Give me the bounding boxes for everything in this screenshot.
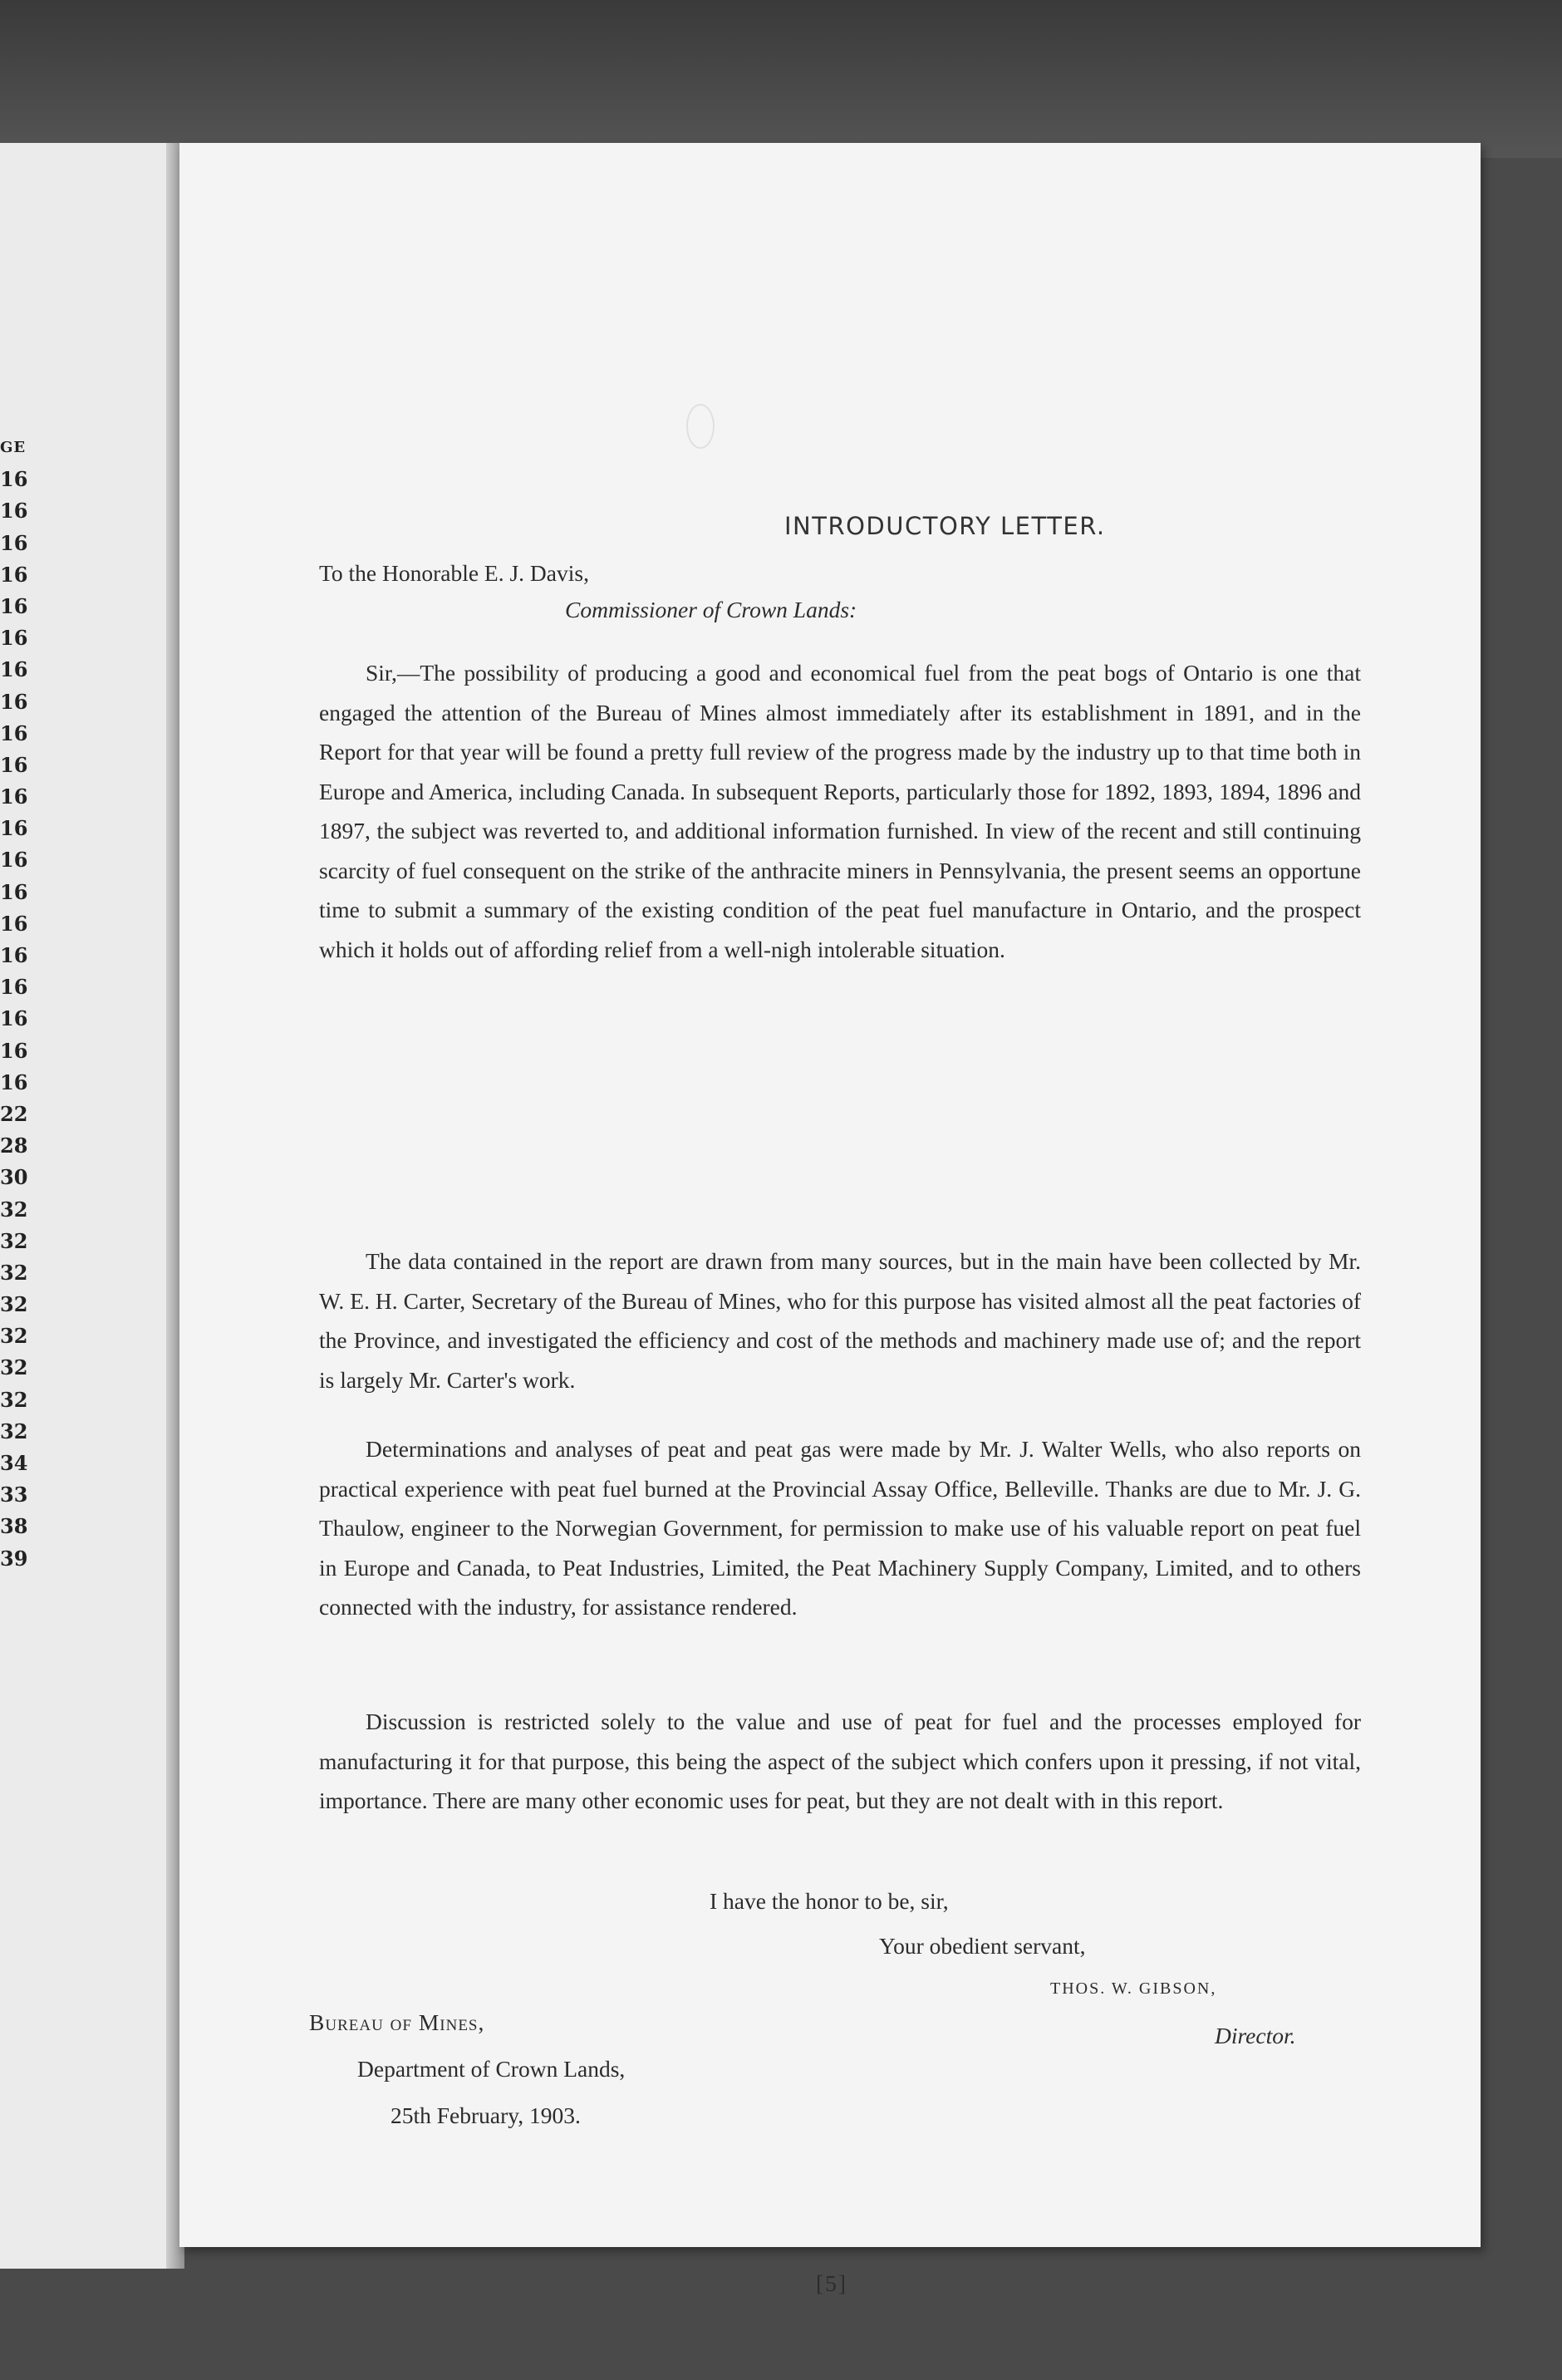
facing-page-number: 16 xyxy=(0,848,28,873)
facing-page-number: 16 xyxy=(0,720,28,745)
facing-page-number: 30 xyxy=(0,1165,28,1190)
facing-page-number: GE xyxy=(0,439,27,456)
facing-page-number: 32 xyxy=(0,1292,28,1317)
paragraph-1: Sir,—The possibility of producing a good and economical fuel from the peat bogs of Ontario is one that engaged the attention of the Bureau of Mines almost immediately after its establishment in 1891, and in the Report for that year will be found a pretty full review of the progress made by the industry up to that time both in Europe and America, including Canada. In subsequent Reports, particularly those for 1892, 1893, 1894, 1896 and 1897, the subject was reverted to, and additional information furnished. In view of the recent and still continuing scarcity of fuel consequent on the strike of the anthracite miners in Pennsylvania, the present seems an opportune time to submit a summary of the existing condition of the peat fuel manufacture in Ontario, and the prospect which it holds out of affording relief from a well-nigh intolerable situation. xyxy=(319,660,1361,962)
facing-page-number: 33 xyxy=(0,1483,28,1507)
facing-page-number: 16 xyxy=(0,911,28,936)
facing-page-number: 34 xyxy=(0,1451,28,1475)
department-name: Department of Crown Lands, xyxy=(357,2056,626,2082)
facing-page-number: 32 xyxy=(0,1228,28,1253)
closing-line: I have the honor to be, sir, xyxy=(710,1888,949,1914)
facing-page-number: 16 xyxy=(0,784,28,809)
facing-page-number: 28 xyxy=(0,1133,28,1158)
signatory-name: THOS. W. GIBSON, xyxy=(1050,1979,1217,1998)
scanner-backdrop xyxy=(0,0,1562,158)
paragraph-2: The data contained in the report are drawn from many sources, but in the main have been collected by Mr. W. E. H. Carter, Secretary of the Bureau of Mines, who for this purpose has visited almost all the peat factories of the Province, and investigated the efficiency and cost of the methods and machinery made use of; and the report is largely Mr. Carter's work. xyxy=(319,1248,1361,1393)
facing-page-number: 16 xyxy=(0,626,28,651)
facing-page xyxy=(0,143,180,2269)
facing-page-number: 16 xyxy=(0,816,28,841)
facing-page-number: 16 xyxy=(0,975,28,1000)
facing-page-number: 32 xyxy=(0,1387,28,1412)
page-folio: [5] xyxy=(816,2270,848,2296)
valediction: Your obedient servant, xyxy=(879,1933,1086,1959)
letter-page xyxy=(179,143,1481,2296)
office-name: Bureau of Mines, xyxy=(309,2009,485,2035)
binding-hole-mark xyxy=(686,404,715,449)
facing-page-number: 32 xyxy=(0,1197,28,1222)
facing-page-number: 16 xyxy=(0,752,28,777)
facing-page-number: 16 xyxy=(0,657,28,682)
facing-page-number: 32 xyxy=(0,1355,28,1380)
facing-page-number: 16 xyxy=(0,593,28,618)
facing-page-number: 16 xyxy=(0,1006,28,1031)
facing-page-number: 32 xyxy=(0,1419,28,1443)
paragraph-4: Discussion is restricted solely to the value and use of peat for fuel and the processes employed for manufacturing it for that purpose, this being the aspect of the subject which confers upon it pressing, if not vital, importance. There are many other economic uses for peat, but they are not dealt with in this report. xyxy=(319,1709,1361,1813)
page-title: INTRODUCTORY LETTER. xyxy=(784,512,1106,540)
facing-page-number: 32 xyxy=(0,1260,28,1285)
page-number-column xyxy=(0,432,28,1575)
facing-page-number: 16 xyxy=(0,689,28,714)
letter-date: 25th February, 1903. xyxy=(390,2102,581,2128)
addressee-title: Commissioner of Crown Lands: xyxy=(565,597,857,622)
facing-page-number: 32 xyxy=(0,1324,28,1349)
facing-page-number: 39 xyxy=(0,1546,28,1571)
facing-page-number: 16 xyxy=(0,530,28,555)
facing-page-number: 16 xyxy=(0,467,28,492)
addressee: To the Honorable E. J. Davis, xyxy=(319,560,589,586)
facing-page-number: 16 xyxy=(0,943,28,967)
facing-page-number: 16 xyxy=(0,1070,28,1094)
paragraph-3: Determinations and analyses of peat and peat gas were made by Mr. J. Walter Wells, who also reports on practical experience with peat fuel burned at the Provincial Assay Office, Belleville. Thanks are due to Mr. J. G. Thaulow, engineer to the Norwegian Government, for permission to make use of his valuable report on peat fuel in Europe and Canada, to Peat Industries, Limited, the Peat Machinery Supply Company, Limited, and to others connected with the industry, for assistance rendered. xyxy=(319,1436,1361,1620)
facing-page-number: 16 xyxy=(0,562,28,587)
facing-page-number: 16 xyxy=(0,1038,28,1063)
signatory-title: Director. xyxy=(1215,2023,1296,2048)
facing-page-number: 22 xyxy=(0,1101,28,1126)
facing-page-number: 38 xyxy=(0,1514,28,1539)
facing-page-number: 16 xyxy=(0,879,28,904)
facing-page-number: 16 xyxy=(0,499,28,524)
